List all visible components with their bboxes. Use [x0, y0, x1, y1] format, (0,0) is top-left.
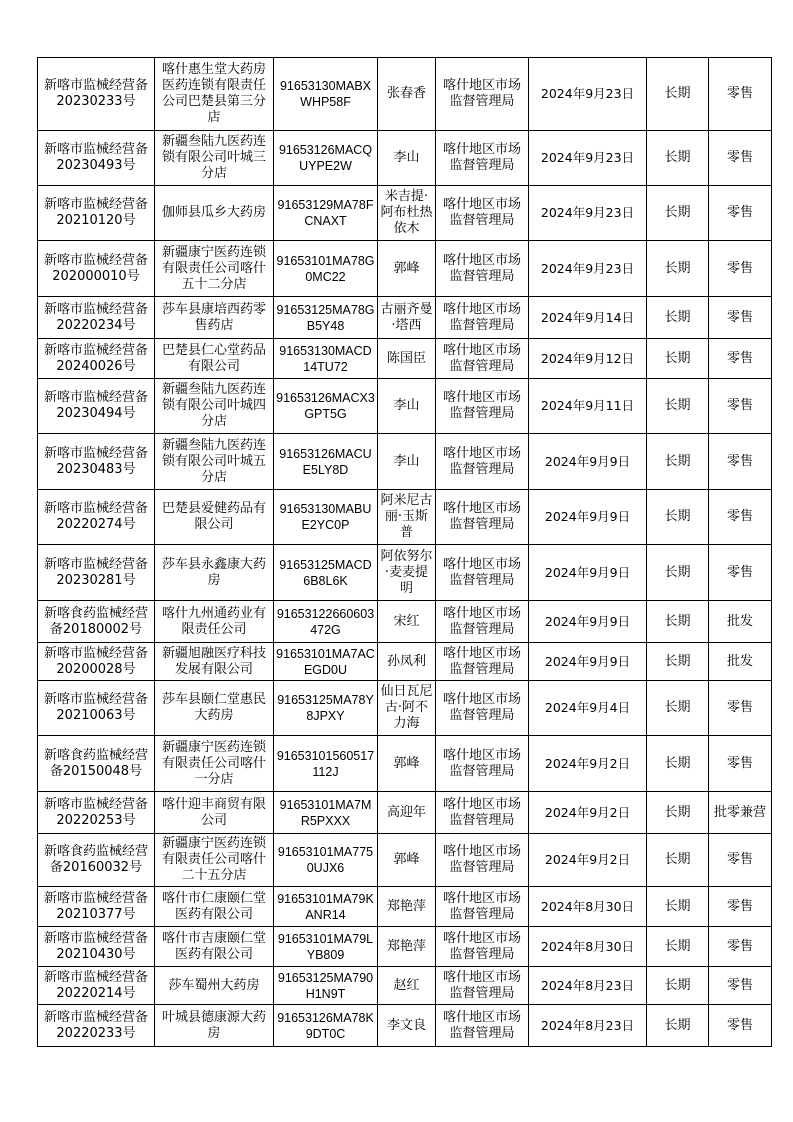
record-number-cell: 新喀食药监械经营备20150048号 [38, 736, 155, 792]
issuing-authority-cell: 喀什地区市场监督管理局 [436, 927, 529, 967]
record-number-cell: 新喀市监械经营备20210377号 [38, 887, 155, 927]
validity-cell: 长期 [647, 927, 709, 967]
issuing-authority-cell: 喀什地区市场监督管理局 [436, 58, 529, 131]
company-name-cell: 莎车县康培西药零售药店 [155, 297, 274, 339]
validity-cell: 长期 [647, 736, 709, 792]
legal-representative-cell: 郑艳萍 [378, 927, 436, 967]
company-name-cell: 新疆康宁医药连锁有限责任公司喀什一分店 [155, 736, 274, 792]
record-number-cell: 新喀市监械经营备20200028号 [38, 643, 155, 681]
issuing-authority-cell: 喀什地区市场监督管理局 [436, 241, 529, 297]
record-number-cell: 新喀市监械经营备20220253号 [38, 792, 155, 834]
company-name-cell: 巴楚县爱健药品有限公司 [155, 490, 274, 545]
validity-cell: 长期 [647, 339, 709, 379]
credit-code-cell: 91653101MA78G0MC22 [274, 241, 378, 297]
business-mode-cell: 批零兼营 [709, 792, 772, 834]
credit-code-cell: 91653130MACD14TU72 [274, 339, 378, 379]
issuing-authority-cell: 喀什地区市场监督管理局 [436, 339, 529, 379]
table-row [38, 297, 772, 339]
legal-representative-cell: 李山 [378, 131, 436, 186]
validity-cell: 长期 [647, 601, 709, 643]
legal-representative-cell: 阿依努尔·麦麦提明 [378, 545, 436, 601]
legal-representative-cell: 仙日瓦尼古·阿不力海 [378, 681, 436, 736]
legal-representative-cell: 郭峰 [378, 241, 436, 297]
legal-representative-cell: 张春香 [378, 58, 436, 131]
legal-representative-cell: 古丽齐曼·塔西 [378, 297, 436, 339]
issuing-authority-cell: 喀什地区市场监督管理局 [436, 834, 529, 887]
filing-date-cell: 2024年9月9日 [529, 643, 647, 681]
legal-representative-cell: 赵红 [378, 967, 436, 1005]
issuing-authority-cell: 喀什地区市场监督管理局 [436, 490, 529, 545]
legal-representative-cell: 高迎年 [378, 792, 436, 834]
company-name-cell: 新疆旭融医疗科技发展有限公司 [155, 643, 274, 681]
record-number-cell: 新喀食药监械经营备20180002号 [38, 601, 155, 643]
issuing-authority-cell: 喀什地区市场监督管理局 [436, 601, 529, 643]
business-mode-cell: 零售 [709, 186, 772, 241]
legal-representative-cell: 郭峰 [378, 736, 436, 792]
table-row [38, 834, 772, 887]
table-row [38, 792, 772, 834]
validity-cell: 长期 [647, 834, 709, 887]
issuing-authority-cell: 喀什地区市场监督管理局 [436, 379, 529, 434]
legal-representative-cell: 阿米尼古丽·玉斯普 [378, 490, 436, 545]
table-row [38, 736, 772, 792]
business-mode-cell: 零售 [709, 927, 772, 967]
business-mode-cell: 零售 [709, 241, 772, 297]
credit-code-cell: 91653130MABXWHP58F [274, 58, 378, 131]
table-row [38, 545, 772, 601]
business-mode-cell: 零售 [709, 967, 772, 1005]
credit-code-cell: 91653122660603472G [274, 601, 378, 643]
company-name-cell: 新疆康宁医药连锁有限责任公司喀什二十五分店 [155, 834, 274, 887]
company-name-cell: 喀什惠生堂大药房医药连锁有限责任公司巴楚县第三分店 [155, 58, 274, 131]
credit-code-cell: 91653126MACQUYPE2W [274, 131, 378, 186]
company-name-cell: 喀什市仁康颐仁堂医药有限公司 [155, 887, 274, 927]
filing-date-cell: 2024年9月23日 [529, 241, 647, 297]
company-name-cell: 叶城县德康源大药房 [155, 1005, 274, 1047]
record-number-cell: 新喀市监械经营备20220214号 [38, 967, 155, 1005]
validity-cell: 长期 [647, 58, 709, 131]
business-mode-cell: 零售 [709, 58, 772, 131]
company-name-cell: 莎车县永鑫康大药房 [155, 545, 274, 601]
filing-date-cell: 2024年9月11日 [529, 379, 647, 434]
credit-code-cell: 91653101MA7MR5PXXX [274, 792, 378, 834]
table-row [38, 681, 772, 736]
credit-code-cell: 91653125MA790H1N9T [274, 967, 378, 1005]
credit-code-cell: 91653126MACUE5LY8D [274, 434, 378, 490]
validity-cell: 长期 [647, 186, 709, 241]
business-mode-cell: 零售 [709, 887, 772, 927]
credit-code-cell: 91653125MACD6B8L6K [274, 545, 378, 601]
company-name-cell: 新疆康宁医药连锁有限责任公司喀什五十二分店 [155, 241, 274, 297]
business-mode-cell: 零售 [709, 681, 772, 736]
legal-representative-cell: 李山 [378, 434, 436, 490]
record-number-cell: 新喀市监械经营备20230493号 [38, 131, 155, 186]
issuing-authority-cell: 喀什地区市场监督管理局 [436, 792, 529, 834]
record-number-cell: 新喀市监械经营备20210430号 [38, 927, 155, 967]
credit-code-cell: 91653125MA78Y8JPXY [274, 681, 378, 736]
record-number-cell: 新喀市监械经营备20230494号 [38, 379, 155, 434]
validity-cell: 长期 [647, 681, 709, 736]
legal-representative-cell: 郭峰 [378, 834, 436, 887]
credit-code-cell: 91653101MA7750UJX6 [274, 834, 378, 887]
business-mode-cell: 零售 [709, 339, 772, 379]
filing-date-cell: 2024年9月2日 [529, 834, 647, 887]
validity-cell: 长期 [647, 434, 709, 490]
filing-date-cell: 2024年9月9日 [529, 545, 647, 601]
company-name-cell: 喀什迎丰商贸有限公司 [155, 792, 274, 834]
record-number-cell: 新喀市监械经营备20210120号 [38, 186, 155, 241]
validity-cell: 长期 [647, 241, 709, 297]
filing-date-cell: 2024年9月23日 [529, 131, 647, 186]
record-number-cell: 新喀市监械经营备20220234号 [38, 297, 155, 339]
validity-cell: 长期 [647, 545, 709, 601]
business-mode-cell: 零售 [709, 434, 772, 490]
legal-representative-cell: 陈国臣 [378, 339, 436, 379]
business-mode-cell: 零售 [709, 131, 772, 186]
validity-cell: 长期 [647, 131, 709, 186]
legal-representative-cell: 李文良 [378, 1005, 436, 1047]
issuing-authority-cell: 喀什地区市场监督管理局 [436, 131, 529, 186]
credit-code-cell: 91653126MA78K9DT0C [274, 1005, 378, 1047]
company-name-cell: 喀什九州通药业有限责任公司 [155, 601, 274, 643]
business-mode-cell: 零售 [709, 297, 772, 339]
filing-date-cell: 2024年9月2日 [529, 792, 647, 834]
table-row [38, 601, 772, 643]
table-row [38, 339, 772, 379]
table-row [38, 58, 772, 131]
filing-date-cell: 2024年8月30日 [529, 887, 647, 927]
record-number-cell: 新喀市监械经营备20240026号 [38, 339, 155, 379]
validity-cell: 长期 [647, 887, 709, 927]
business-mode-cell: 批发 [709, 601, 772, 643]
record-number-cell: 新喀市监械经营备20210063号 [38, 681, 155, 736]
table-row [38, 241, 772, 297]
records-table [37, 57, 772, 1047]
issuing-authority-cell: 喀什地区市场监督管理局 [436, 1005, 529, 1047]
legal-representative-cell: 郑艳萍 [378, 887, 436, 927]
issuing-authority-cell: 喀什地区市场监督管理局 [436, 681, 529, 736]
credit-code-cell: 91653126MACX3GPT5G [274, 379, 378, 434]
validity-cell: 长期 [647, 792, 709, 834]
table-row [38, 490, 772, 545]
validity-cell: 长期 [647, 967, 709, 1005]
filing-date-cell: 2024年9月9日 [529, 490, 647, 545]
record-number-cell: 新喀市监械经营备20220233号 [38, 1005, 155, 1047]
company-name-cell: 莎车县颐仁堂惠民大药房 [155, 681, 274, 736]
legal-representative-cell: 米吉提·阿布杜热依木 [378, 186, 436, 241]
company-name-cell: 新疆叁陆九医药连锁有限公司叶城四分店 [155, 379, 274, 434]
business-mode-cell: 零售 [709, 490, 772, 545]
table-row [38, 967, 772, 1005]
filing-date-cell: 2024年9月14日 [529, 297, 647, 339]
record-number-cell: 新喀市监械经营备20220274号 [38, 490, 155, 545]
business-mode-cell: 零售 [709, 379, 772, 434]
filing-date-cell: 2024年8月23日 [529, 1005, 647, 1047]
legal-representative-cell: 李山 [378, 379, 436, 434]
issuing-authority-cell: 喀什地区市场监督管理局 [436, 297, 529, 339]
filing-date-cell: 2024年9月2日 [529, 736, 647, 792]
company-name-cell: 伽师县瓜乡大药房 [155, 186, 274, 241]
record-number-cell: 新喀市监械经营备20230233号 [38, 58, 155, 131]
business-mode-cell: 零售 [709, 545, 772, 601]
table-row [38, 887, 772, 927]
issuing-authority-cell: 喀什地区市场监督管理局 [436, 545, 529, 601]
filing-date-cell: 2024年9月9日 [529, 601, 647, 643]
legal-representative-cell: 孙凤利 [378, 643, 436, 681]
table-row [38, 434, 772, 490]
table-row [38, 186, 772, 241]
credit-code-cell: 91653130MABUE2YC0P [274, 490, 378, 545]
validity-cell: 长期 [647, 643, 709, 681]
issuing-authority-cell: 喀什地区市场监督管理局 [436, 736, 529, 792]
company-name-cell: 莎车蜀州大药房 [155, 967, 274, 1005]
validity-cell: 长期 [647, 490, 709, 545]
credit-code-cell: 91653101MA79LYB809 [274, 927, 378, 967]
business-mode-cell: 零售 [709, 736, 772, 792]
company-name-cell: 喀什市吉康颐仁堂医药有限公司 [155, 927, 274, 967]
filing-date-cell: 2024年9月12日 [529, 339, 647, 379]
filing-date-cell: 2024年8月30日 [529, 927, 647, 967]
issuing-authority-cell: 喀什地区市场监督管理局 [436, 887, 529, 927]
record-number-cell: 新喀食药监械经营备20160032号 [38, 834, 155, 887]
validity-cell: 长期 [647, 297, 709, 339]
filing-date-cell: 2024年9月23日 [529, 58, 647, 131]
table-row [38, 927, 772, 967]
company-name-cell: 新疆叁陆九医药连锁有限公司叶城三分店 [155, 131, 274, 186]
filing-date-cell: 2024年8月23日 [529, 967, 647, 1005]
credit-code-cell: 91653129MA78FCNAXT [274, 186, 378, 241]
table-row [38, 379, 772, 434]
credit-code-cell: 91653101MA7ACEGD0U [274, 643, 378, 681]
company-name-cell: 新疆叁陆九医药连锁有限公司叶城五分店 [155, 434, 274, 490]
credit-code-cell: 91653125MA78GB5Y48 [274, 297, 378, 339]
issuing-authority-cell: 喀什地区市场监督管理局 [436, 434, 529, 490]
records-body [38, 58, 772, 1047]
table-row [38, 1005, 772, 1047]
business-mode-cell: 零售 [709, 1005, 772, 1047]
filing-date-cell: 2024年9月23日 [529, 186, 647, 241]
table-row [38, 131, 772, 186]
record-number-cell: 新喀市监械经营备202000010号 [38, 241, 155, 297]
filing-date-cell: 2024年9月9日 [529, 434, 647, 490]
record-number-cell: 新喀市监械经营备20230281号 [38, 545, 155, 601]
legal-representative-cell: 宋红 [378, 601, 436, 643]
validity-cell: 长期 [647, 1005, 709, 1047]
issuing-authority-cell: 喀什地区市场监督管理局 [436, 643, 529, 681]
validity-cell: 长期 [647, 379, 709, 434]
filing-date-cell: 2024年9月4日 [529, 681, 647, 736]
business-mode-cell: 零售 [709, 834, 772, 887]
issuing-authority-cell: 喀什地区市场监督管理局 [436, 186, 529, 241]
table-row [38, 643, 772, 681]
credit-code-cell: 91653101MA79KANR14 [274, 887, 378, 927]
record-number-cell: 新喀市监械经营备20230483号 [38, 434, 155, 490]
company-name-cell: 巴楚县仁心堂药品有限公司 [155, 339, 274, 379]
business-mode-cell: 批发 [709, 643, 772, 681]
credit-code-cell: 91653101560517112J [274, 736, 378, 792]
issuing-authority-cell: 喀什地区市场监督管理局 [436, 967, 529, 1005]
